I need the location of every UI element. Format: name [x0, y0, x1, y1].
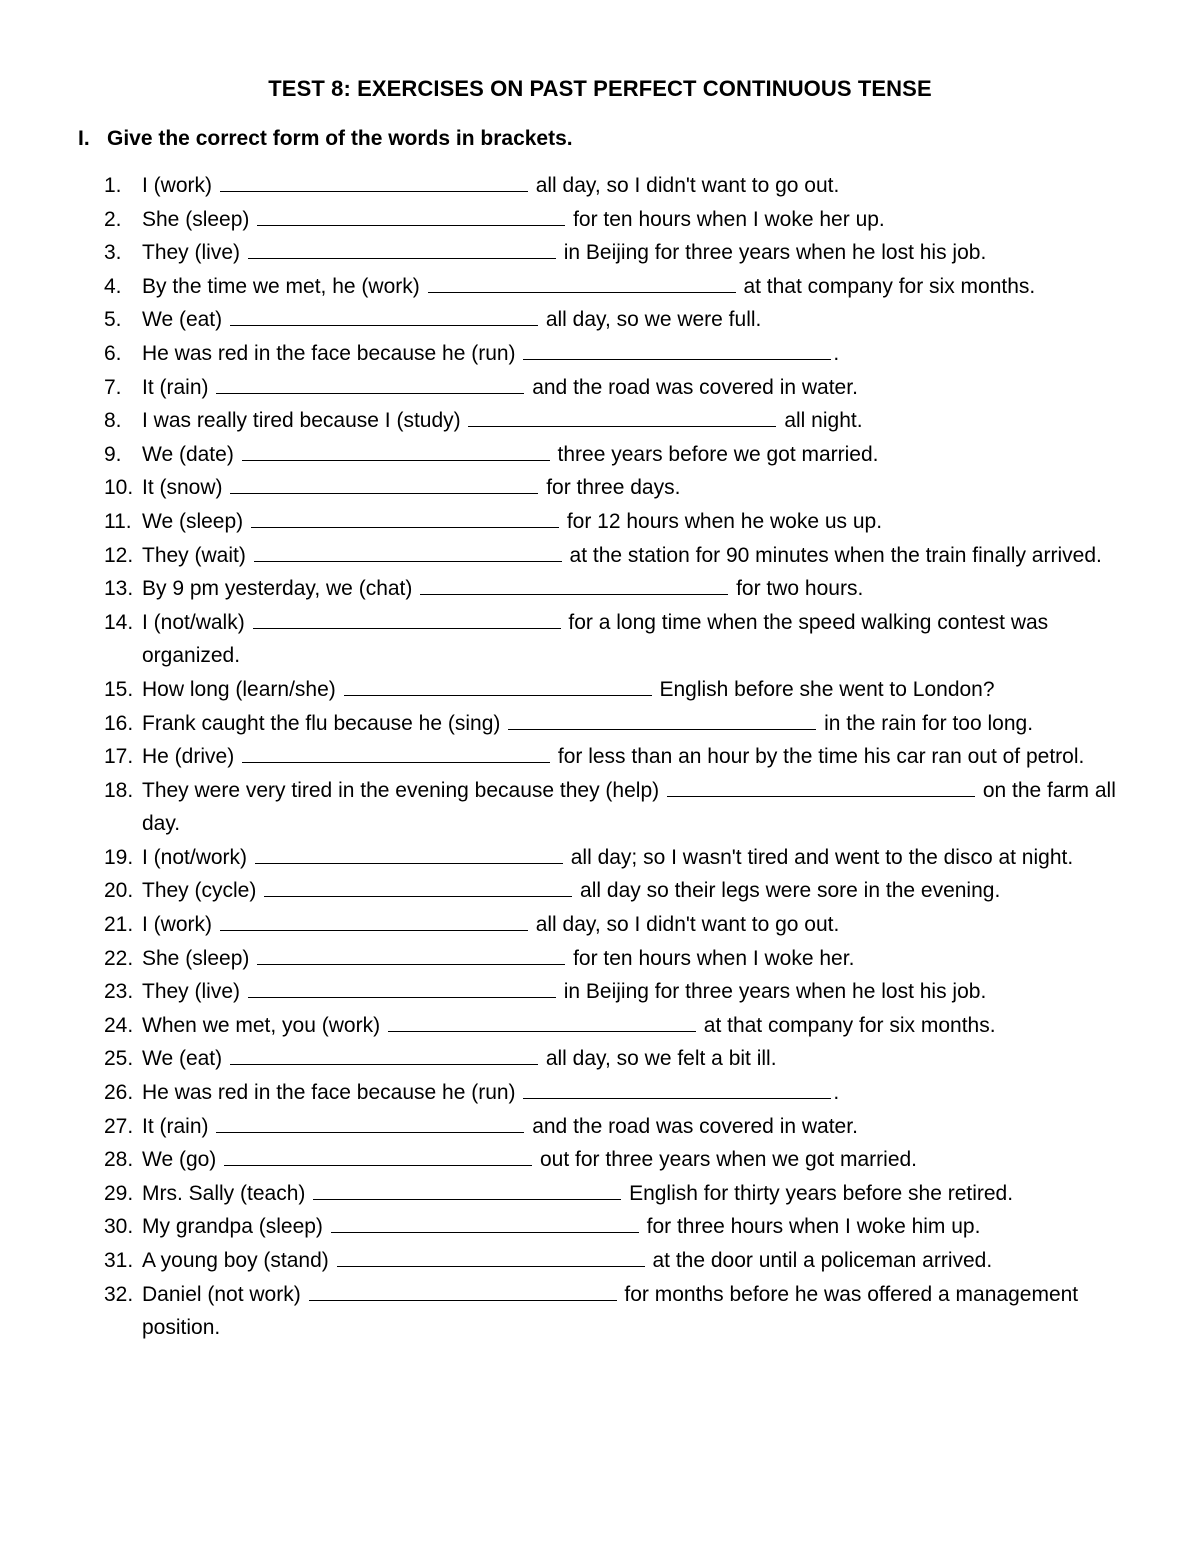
exercise-continuation: English before she went to London?: [659, 677, 995, 701]
exercise-prompt: He (drive): [142, 745, 235, 769]
answer-blank[interactable]: [508, 711, 816, 730]
exercise-item: [104, 673, 1134, 707]
exercise-text: [142, 942, 1134, 976]
exercise-prompt: Frank caught the flu because he (sing): [142, 711, 501, 735]
answer-blank[interactable]: [220, 173, 528, 192]
exercise-continuation: for three days.: [546, 476, 681, 500]
exercise-text: [142, 1076, 1134, 1110]
exercise-number: 8.: [104, 409, 122, 433]
exercise-item: [104, 505, 1134, 539]
exercise-prompt: They (cycle): [142, 879, 257, 903]
exercise-prompt: I was really tired because I (study): [142, 409, 461, 433]
exercise-number: 13.: [104, 577, 134, 601]
exercise-prompt: They were very tired in the evening because they (help): [142, 778, 660, 802]
exercise-text: [142, 572, 1134, 606]
exercise-item: [104, 471, 1134, 505]
exercise-text: [142, 1210, 1134, 1244]
answer-blank[interactable]: [248, 240, 556, 259]
exercise-number: 2.: [104, 207, 122, 231]
exercise-text: [142, 874, 1134, 908]
exercise-list: [104, 169, 1134, 1345]
exercise-prompt: He was red in the face because he (run): [142, 341, 516, 365]
exercise-continuation: all day; so I wasn't tired and went to the disco at night.: [570, 845, 1074, 869]
exercise-continuation: for two hours.: [736, 577, 864, 601]
answer-blank[interactable]: [344, 677, 652, 696]
answer-blank[interactable]: [242, 442, 550, 461]
exercise-item: [104, 975, 1134, 1009]
exercise-prompt: We (eat): [142, 308, 223, 332]
exercise-text: [142, 203, 1134, 237]
answer-blank[interactable]: [388, 1013, 696, 1032]
exercise-text: [142, 539, 1134, 573]
exercise-continuation: all day, so we felt a bit ill.: [545, 1047, 777, 1071]
exercise-text: [142, 371, 1134, 405]
exercise-item: [104, 1076, 1134, 1110]
exercise-continuation: and the road was covered in water.: [532, 375, 858, 399]
exercise-number: 11.: [104, 509, 132, 533]
exercise-continuation: in the rain for too long.: [824, 711, 1034, 735]
answer-blank[interactable]: [331, 1214, 639, 1233]
exercise-item: [104, 371, 1134, 405]
exercise-number: 24.: [104, 1013, 134, 1037]
answer-blank[interactable]: [242, 744, 550, 763]
exercise-continuation: all day so their legs were sore in the evening.: [580, 879, 1001, 903]
answer-blank[interactable]: [428, 274, 736, 293]
exercise-continuation: for months before he was offered a management position.: [142, 1282, 1079, 1340]
exercise-prompt: I (work): [142, 174, 212, 197]
exercise-item: [104, 1042, 1134, 1076]
exercise-continuation: all day, so I didn't want to go out.: [535, 913, 840, 937]
exercise-item: [104, 874, 1134, 908]
exercise-prompt: We (eat): [142, 1047, 223, 1071]
exercise-prompt: We (sleep): [142, 509, 244, 533]
exercise-text: [142, 303, 1134, 337]
exercise-item: [104, 236, 1134, 270]
exercise-number: 3.: [104, 241, 122, 265]
answer-blank[interactable]: [309, 1282, 617, 1301]
exercise-text: [142, 740, 1134, 774]
exercise-number: 32.: [104, 1282, 134, 1306]
page-title: TEST 8: EXERCISES ON PAST PERFECT CONTINUOUS TENSE: [268, 76, 932, 101]
exercise-text: [142, 169, 1134, 203]
exercise-text: [142, 673, 1134, 707]
exercise-continuation: in Beijing for three years when he lost his job.: [563, 980, 987, 1004]
exercise-prompt: It (rain): [142, 1114, 209, 1138]
exercise-prompt: When we met, you (work): [142, 1013, 381, 1037]
answer-blank[interactable]: [253, 610, 561, 629]
answer-blank[interactable]: [216, 1114, 524, 1133]
exercise-item: [104, 404, 1134, 438]
exercise-text: [142, 1042, 1134, 1076]
exercise-continuation: all day, so we were full.: [545, 308, 762, 332]
answer-blank[interactable]: [248, 979, 556, 998]
exercise-prompt: Mrs. Sally (teach): [142, 1181, 306, 1205]
exercise-text: [142, 1278, 1134, 1345]
exercise-continuation: for ten hours when I woke her.: [573, 946, 855, 970]
exercise-number: 18.: [104, 778, 134, 802]
exercise-prompt: We (date): [142, 442, 234, 466]
exercise-continuation: for three hours when I woke him up.: [646, 1215, 981, 1239]
exercise-item: [104, 303, 1134, 337]
exercise-prompt: She (sleep): [142, 207, 250, 231]
exercise-number: 23.: [104, 980, 134, 1004]
exercise-continuation: out for three years when we got married.: [540, 1148, 918, 1172]
exercise-item: [104, 1009, 1134, 1043]
exercise-item: [104, 572, 1134, 606]
exercise-number: 17.: [104, 745, 134, 769]
answer-blank[interactable]: [264, 878, 572, 897]
exercise-continuation: for a long time when the speed walking contest was organized.: [142, 610, 1049, 668]
exercise-continuation: at the station for 90 minutes when the train finally arrived.: [569, 543, 1102, 567]
exercise-prompt: I (not/work): [142, 845, 248, 869]
exercise-prompt: He was red in the face because he (run): [142, 1081, 516, 1105]
exercise-item: [104, 740, 1134, 774]
exercise-item: [104, 707, 1134, 741]
exercise-item: [104, 606, 1134, 673]
exercise-prompt: She (sleep): [142, 946, 250, 970]
exercise-prompt: I (work): [142, 913, 212, 937]
exercise-item: [104, 908, 1134, 942]
answer-blank[interactable]: [216, 375, 524, 394]
answer-blank[interactable]: [251, 509, 559, 528]
exercise-continuation: three years before we got married.: [557, 442, 879, 466]
exercise-text: [142, 1009, 1134, 1043]
exercise-continuation: .: [833, 341, 840, 365]
exercise-continuation: at that company for six months.: [743, 274, 1036, 298]
answer-blank[interactable]: [420, 576, 728, 595]
exercise-text: [142, 337, 1134, 371]
exercise-number: 5.: [104, 308, 122, 332]
exercise-text: [142, 606, 1134, 673]
exercise-continuation: for ten hours when I woke her up.: [573, 207, 885, 231]
answer-blank[interactable]: [230, 1046, 538, 1065]
exercise-number: 30.: [104, 1215, 134, 1239]
section-heading: [78, 127, 573, 151]
exercise-number: 16.: [104, 711, 134, 735]
exercise-text: [142, 774, 1134, 841]
exercise-number: 12.: [104, 543, 134, 567]
exercise-continuation: for 12 hours when he woke us up.: [566, 509, 883, 533]
exercise-number: 20.: [104, 879, 134, 903]
exercise-text: [142, 707, 1134, 741]
exercise-prompt: It (snow): [142, 476, 223, 500]
exercise-continuation: all day, so I didn't want to go out.: [535, 174, 840, 197]
exercise-item: [104, 841, 1134, 875]
exercise-continuation: English for thirty years before she retired.: [629, 1181, 1014, 1205]
exercise-number: 29.: [104, 1181, 134, 1205]
exercise-item: [104, 169, 1134, 203]
exercise-prompt: By the time we met, he (work): [142, 274, 420, 298]
exercise-number: 15.: [104, 677, 134, 701]
exercise-item: [104, 1210, 1134, 1244]
exercise-prompt: I (not/walk): [142, 610, 245, 634]
exercise-text: [142, 1177, 1134, 1211]
exercise-text: [142, 1110, 1134, 1144]
exercise-number: 26.: [104, 1081, 134, 1105]
exercise-text: [142, 1244, 1134, 1278]
exercise-text: [142, 841, 1134, 875]
exercise-number: 21.: [104, 913, 134, 937]
exercise-number: 31.: [104, 1249, 134, 1272]
exercise-prompt: It (rain): [142, 375, 209, 399]
exercise-number: 7.: [104, 375, 122, 399]
exercise-number: 22.: [104, 946, 134, 970]
answer-blank[interactable]: [230, 475, 538, 494]
exercise-number: 19.: [104, 845, 134, 869]
exercise-prompt: We (go): [142, 1148, 217, 1172]
exercise-item: [104, 337, 1134, 371]
exercise-item: [104, 774, 1134, 841]
answer-blank[interactable]: [254, 543, 562, 562]
exercise-text: [142, 505, 1134, 539]
answer-blank[interactable]: [667, 778, 975, 797]
exercise-prompt: They (wait): [142, 543, 246, 567]
exercise-number: 1.: [104, 174, 122, 197]
exercise-continuation: at that company for six months.: [703, 1013, 996, 1037]
exercise-prompt: They (live): [142, 241, 241, 265]
exercise-number: 28.: [104, 1148, 134, 1172]
exercise-text: [142, 471, 1134, 505]
answer-blank[interactable]: [224, 1147, 532, 1166]
exercise-continuation: all night.: [784, 409, 863, 433]
answer-blank[interactable]: [257, 946, 565, 965]
exercise-item: [104, 1143, 1134, 1177]
exercise-continuation: for less than an hour by the time his car ran out of petrol.: [557, 745, 1085, 769]
exercise-number: 27.: [104, 1114, 134, 1138]
exercise-text: [142, 404, 1134, 438]
exercise-item: [104, 438, 1134, 472]
exercise-text: [142, 270, 1134, 304]
exercise-text: [142, 236, 1134, 270]
exercise-item: [104, 1244, 1134, 1278]
exercise-continuation: at the door until a policeman arrived.: [652, 1249, 993, 1272]
exercise-prompt: They (live): [142, 980, 241, 1004]
answer-blank[interactable]: [255, 845, 563, 864]
section-number: I.: [78, 127, 90, 150]
exercise-text: [142, 1143, 1134, 1177]
answer-blank[interactable]: [523, 341, 831, 360]
section-instruction: Give the correct form of the words in brackets.: [107, 127, 573, 150]
exercise-continuation: .: [833, 1081, 840, 1105]
exercise-text: [142, 975, 1134, 1009]
exercise-item: [104, 270, 1134, 304]
exercise-number: 9.: [104, 442, 122, 466]
exercise-continuation: on the farm all day.: [142, 778, 1116, 836]
exercise-number: 14.: [104, 610, 134, 634]
exercise-prompt: Daniel (not work): [142, 1282, 301, 1306]
exercise-text: [142, 438, 1134, 472]
answer-blank[interactable]: [230, 307, 538, 326]
exercise-item: [104, 539, 1134, 573]
answer-blank[interactable]: [313, 1181, 621, 1200]
exercise-item: [104, 1278, 1134, 1345]
exercise-item: [104, 203, 1134, 237]
exercise-number: 4.: [104, 274, 122, 298]
exercise-prompt: By 9 pm yesterday, we (chat): [142, 577, 413, 601]
exercise-item: [104, 1110, 1134, 1144]
exercise-text: [142, 908, 1134, 942]
answer-blank[interactable]: [523, 1080, 831, 1099]
exercise-prompt: How long (learn/she): [142, 677, 336, 701]
exercise-number: 25.: [104, 1047, 134, 1071]
answer-blank[interactable]: [337, 1248, 645, 1267]
exercise-number: 10.: [104, 476, 134, 500]
exercise-continuation: in Beijing for three years when he lost his job.: [563, 241, 987, 265]
exercise-number: 6.: [104, 341, 122, 365]
exercise-prompt: A young boy (stand): [142, 1249, 329, 1272]
exercise-item: [104, 942, 1134, 976]
exercise-prompt: My grandpa (sleep): [142, 1215, 323, 1239]
exercise-item: [104, 1177, 1134, 1211]
answer-blank[interactable]: [220, 912, 528, 931]
exercise-continuation: and the road was covered in water.: [532, 1114, 858, 1138]
answer-blank[interactable]: [257, 207, 565, 226]
answer-blank[interactable]: [468, 408, 776, 427]
